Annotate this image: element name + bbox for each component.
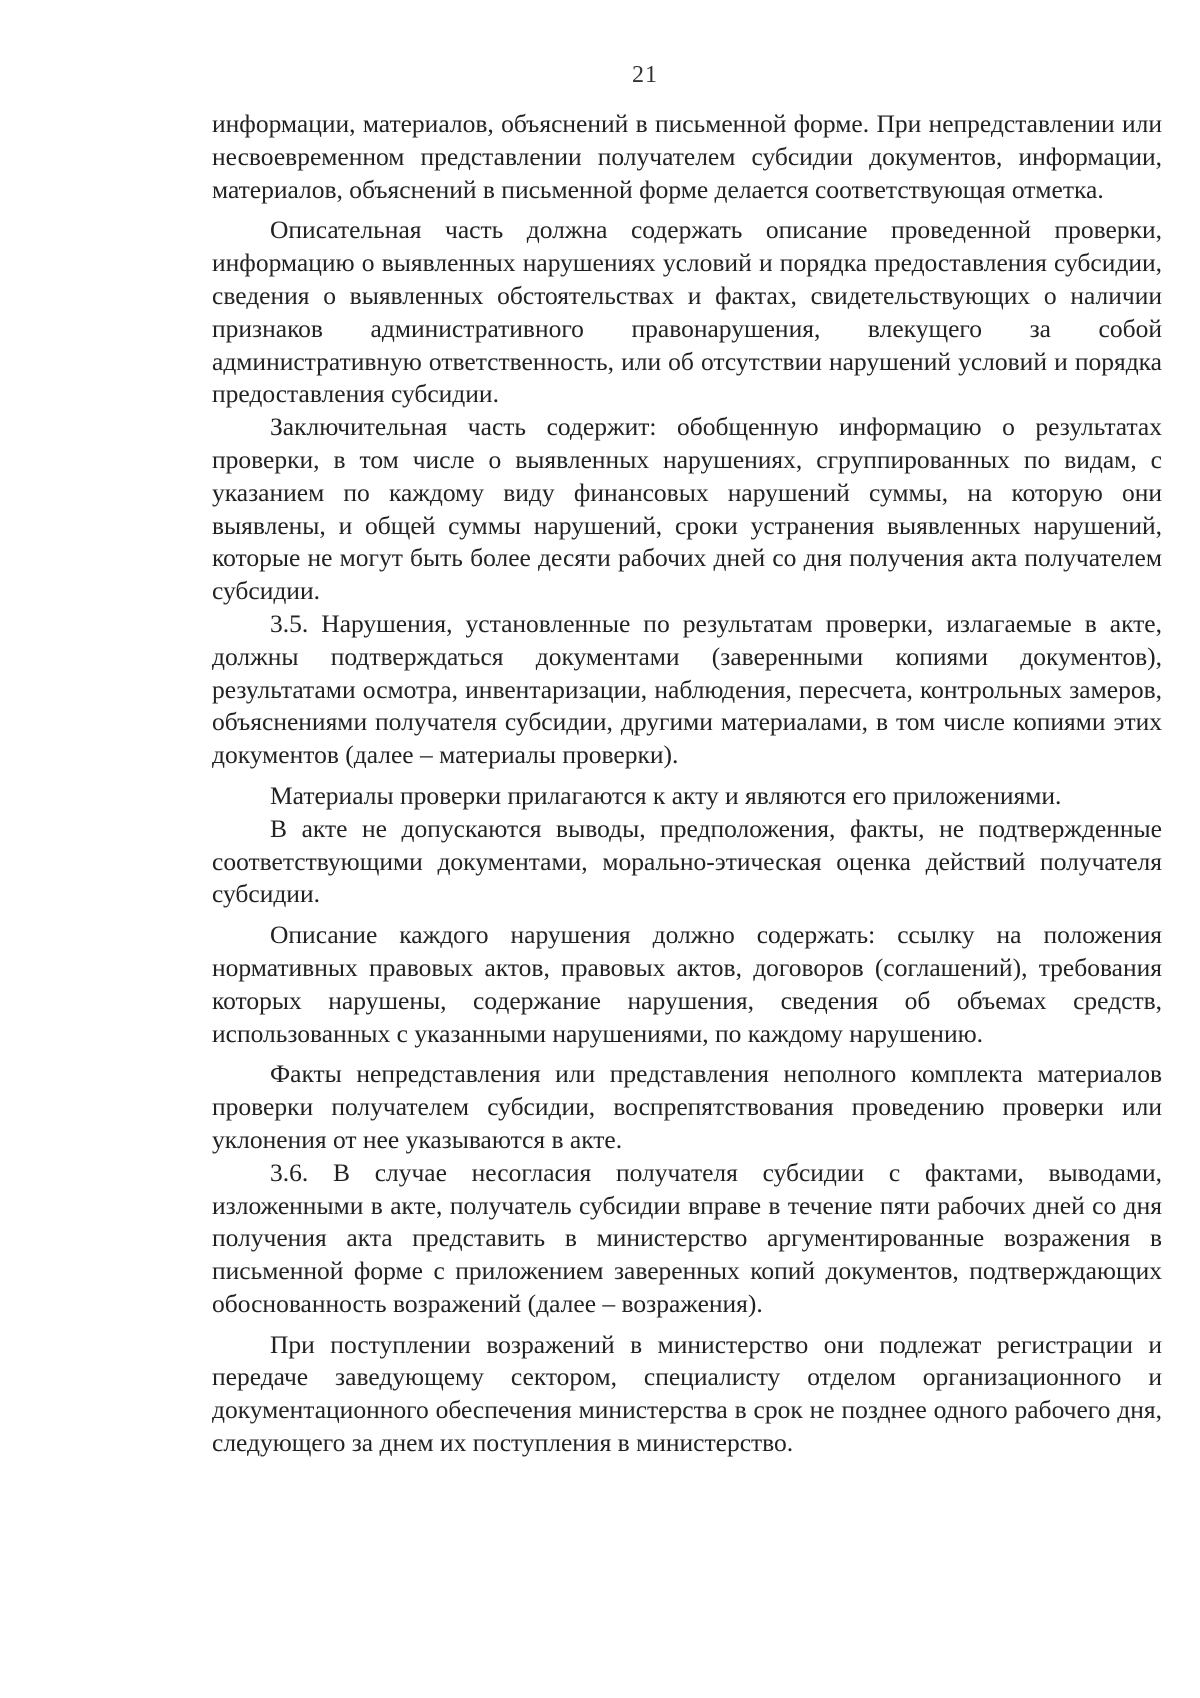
paragraph-2: Описательная часть должна содержать описание проведенной проверки, информацию о выявленных нарушениях условий и порядка предоставления субсидии, сведения о выявленных обстоятельствах и фактах, свидетельствующих о наличии признаков административного правонарушения, влекущего за собой административную ответственность, или об отсутствии нарушений условий и порядка предоставления субсидии.: [212, 215, 1162, 409]
paragraph-5: Материалы проверки прилагаются к акту и являются его приложениями.: [270, 780, 1062, 810]
paragraph-8: Факты непредставления или представления неполного комплекта материалов проверки получателем субсидии, воспрепятствования проведению проверки или уклонения от нее указываются в акте.: [212, 1059, 1162, 1154]
paragraph-1: информации, материалов, объяснений в письменной форме. При непредставлении или несвоевременном представлении получателем субсидии документов, информации, материалов, объяснений в письменной форме делается соответствующая отметка.: [212, 109, 1162, 204]
paragraph-3: Заключительная часть содержит: обобщенную информацию о результатах проверки, в том числе о выявленных нарушениях, сгруппированных по видам, с указанием по каждому виду финансовых нарушений суммы, на которую они выявлены, и общей суммы нарушений, сроки устранения выявленных нарушений, которые не могут быть более десяти рабочих дней со дня получения акта получателем субсидии.: [212, 412, 1162, 606]
page-number: 21: [632, 62, 658, 88]
document-body: [212, 108, 1162, 1460]
paragraph-7: Описание каждого нарушения должно содержать: ссылку на положения нормативных правовых актов, правовых актов, договоров (соглашений), требования которых нарушены, содержание нарушения, сведения об объемах средств, использованных с указанными нарушениями, по каждому нарушению.: [212, 920, 1162, 1048]
paragraph-10: При поступлении возражений в министерство они подлежат регистрации и передаче заведующему сектором, специалисту отделом организационного и документационного обеспечения министерства в срок не позднее одного рабочего дня, следующего за днем их поступления в министерство.: [212, 1329, 1162, 1458]
paragraph-4: 3.5. Нарушения, установленные по результатам проверки, излагаемые в акте, должны подтверждаться документами (заверенными копиями документов), результатами осмотра, инвентаризации, наблюдения, пересчета, контрольных замеров, объяснениями получателя субсидии, другими материалами, в том числе копиями этих документов (далее – материалы проверки).: [212, 608, 1162, 770]
paragraph-6: В акте не допускаются выводы, предположения, факты, не подтвержденные соответствующими документами, морально-этическая оценка действий получателя субсидии.: [212, 813, 1162, 909]
paragraph-9: 3.6. В случае несогласия получателя субсидии с фактами, выводами, изложенными в акте, получатель субсидии вправе в течение пяти рабочих дней со дня получения акта представить в министерство аргументированные возражения в письменной форме с приложением заверенных копий документов, подтверждающих обоснованность возражений (далее – возражения).: [212, 1157, 1162, 1318]
